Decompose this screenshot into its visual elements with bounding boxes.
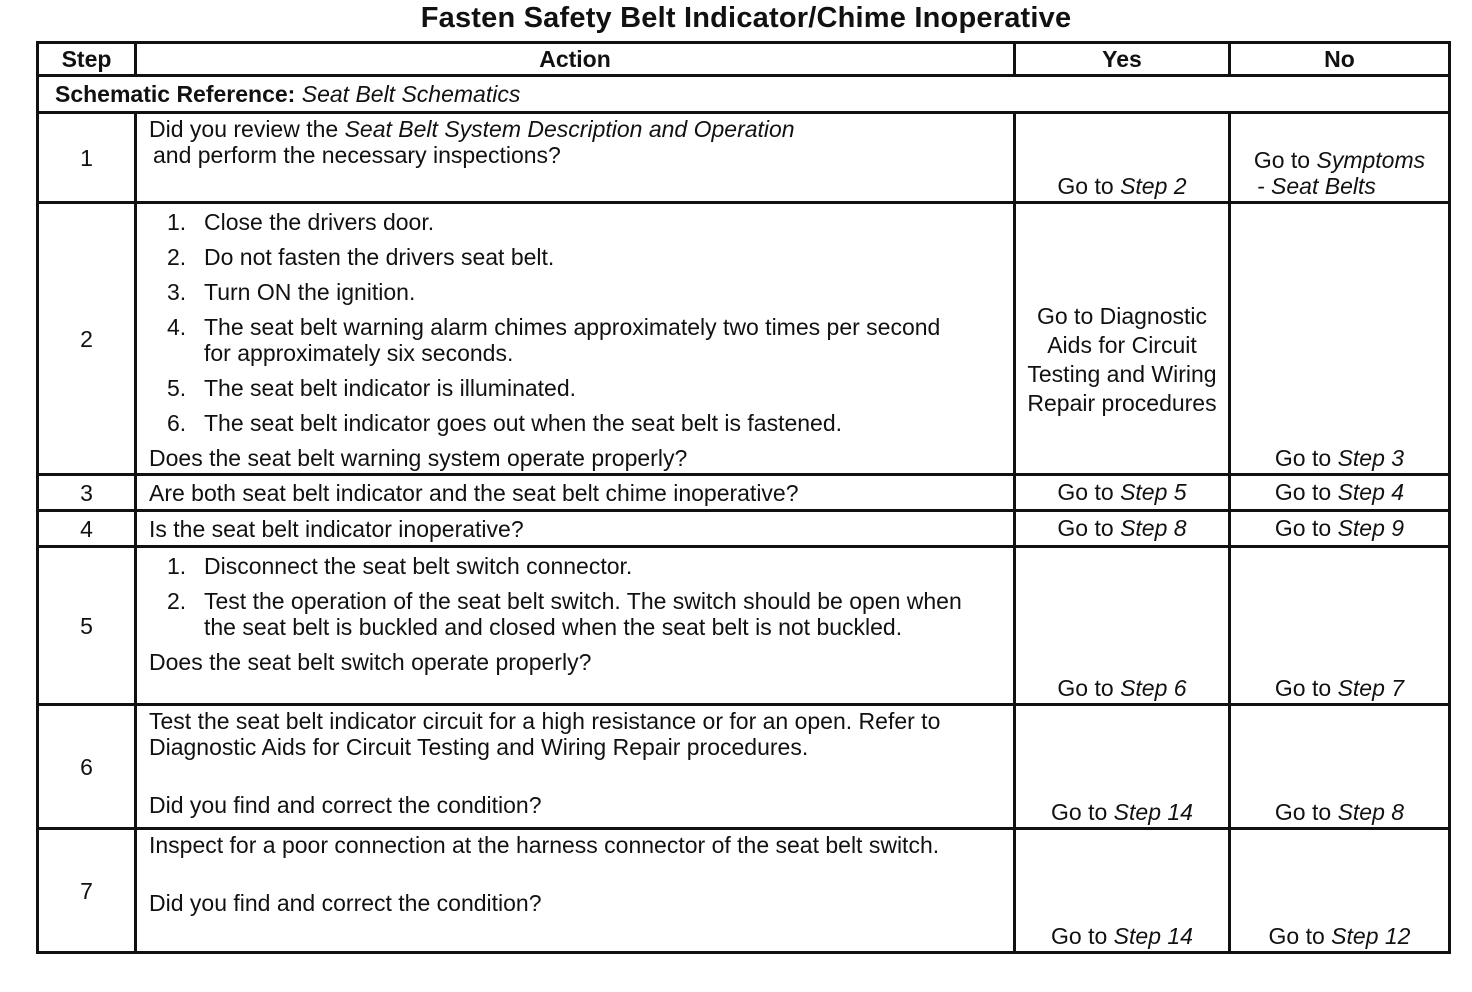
list-item	[149, 588, 1003, 640]
list-text: The seat belt indicator goes out when the seat belt is fastened.	[204, 410, 843, 436]
table-row	[38, 511, 1450, 547]
no-cell	[1230, 475, 1450, 511]
step-number: 2	[38, 203, 136, 475]
no-link[interactable]: Step 8	[1337, 799, 1405, 825]
yes-prefix: Go to	[1051, 799, 1114, 825]
question-text: Did you find and correct the condition?	[149, 792, 542, 818]
no-link[interactable]: Step 7	[1337, 675, 1405, 701]
yes-link[interactable]: Step 2	[1120, 173, 1187, 199]
list-number: 2.	[167, 588, 187, 614]
yes-prefix: Go to	[1057, 514, 1121, 541]
no-link[interactable]: Step 3	[1337, 445, 1405, 471]
header-step: Step	[38, 43, 136, 76]
step-number: 4	[38, 511, 136, 547]
description-link[interactable]: Seat Belt System Description and Operation	[344, 116, 795, 142]
action-text: Test the seat belt indicator circuit for a high resistance or for an open. Refer to Diagnostic Aids for Circuit Testing and Wiring Repair procedures.	[149, 708, 941, 760]
list-item	[149, 553, 1003, 579]
yes-cell	[1015, 475, 1230, 511]
list-number: 6.	[167, 410, 187, 436]
no-link-2[interactable]: - Seat Belts	[1257, 173, 1376, 199]
action-cell	[136, 203, 1015, 475]
list-number: 2.	[167, 244, 187, 270]
schematic-row	[38, 76, 1450, 113]
no-cell	[1230, 203, 1450, 475]
list-item	[149, 279, 1003, 305]
no-link[interactable]: Step 12	[1331, 923, 1411, 949]
no-link[interactable]: Step 4	[1337, 478, 1405, 505]
list-number: 4.	[167, 314, 187, 340]
no-cell	[1230, 113, 1450, 203]
header-yes: Yes	[1015, 43, 1230, 76]
list-item	[149, 209, 1003, 235]
action-cell	[136, 547, 1015, 705]
list-text: Do not fasten the drivers seat belt.	[204, 244, 555, 270]
list-item	[149, 314, 1003, 366]
yes-cell	[1015, 203, 1230, 475]
procedure-list	[149, 209, 1003, 436]
list-item	[149, 410, 1003, 436]
yes-cell	[1015, 113, 1230, 203]
diagnostic-table	[36, 41, 1451, 954]
no-prefix: Go to	[1274, 675, 1338, 701]
yes-cell	[1015, 547, 1230, 705]
action-text-2: and perform the necessary inspections?	[153, 142, 561, 168]
table-header-row	[38, 43, 1450, 76]
no-cell	[1230, 829, 1450, 953]
procedure-list	[149, 553, 1003, 640]
yes-link[interactable]: Step 5	[1120, 478, 1187, 505]
list-text: Disconnect the seat belt switch connector.	[204, 553, 633, 579]
action-cell	[136, 113, 1015, 203]
step-number: 5	[38, 547, 136, 705]
yes-prefix: Go to	[1057, 675, 1121, 701]
no-cell	[1230, 511, 1450, 547]
question-text: Does the seat belt switch operate properly?	[149, 649, 592, 675]
action-cell	[136, 829, 1015, 953]
table-row	[38, 829, 1450, 953]
step-number: 3	[38, 475, 136, 511]
no-link[interactable]: Step 9	[1337, 514, 1405, 541]
yes-cell	[1015, 511, 1230, 547]
list-item	[149, 375, 1003, 401]
no-prefix: Go to	[1274, 478, 1338, 505]
header-action: Action	[136, 43, 1015, 76]
action-text: Inspect for a poor connection at the harness connector of the seat belt switch.	[149, 832, 940, 858]
list-number: 3.	[167, 279, 187, 305]
list-text: Close the drivers door.	[204, 209, 435, 235]
no-prefix: Go to	[1274, 445, 1338, 471]
table-row	[38, 113, 1450, 203]
table-row	[38, 547, 1450, 705]
yes-cell	[1015, 829, 1230, 953]
yes-prefix: Go to	[1051, 923, 1114, 949]
no-cell	[1230, 705, 1450, 829]
no-prefix: Go to	[1268, 923, 1332, 949]
no-prefix: Go to	[1274, 514, 1338, 541]
yes-link[interactable]: Go to Diagnostic Aids for Circuit Testing and Wiring Repair procedures	[1027, 303, 1217, 416]
spacer	[149, 760, 1003, 792]
action-cell	[136, 705, 1015, 829]
list-text: Turn ON the ignition.	[204, 279, 416, 305]
table-row	[38, 203, 1450, 475]
action-text: Is the seat belt indicator inoperative?	[136, 511, 1015, 547]
list-item	[149, 244, 1003, 270]
schematic-reference	[38, 76, 1450, 113]
yes-link[interactable]: Step 14	[1113, 923, 1193, 949]
yes-prefix: Go to	[1057, 173, 1121, 199]
table-row	[38, 705, 1450, 829]
yes-link[interactable]: Step 14	[1113, 799, 1193, 825]
question-text: Does the seat belt warning system operate properly?	[149, 445, 688, 471]
schematic-label: Schematic Reference:	[55, 81, 296, 107]
no-link[interactable]: Symptoms	[1316, 147, 1426, 173]
yes-link[interactable]: Step 6	[1120, 675, 1187, 701]
step-number: 1	[38, 113, 136, 203]
list-number: 1.	[167, 553, 187, 579]
list-number: 1.	[167, 209, 187, 235]
yes-cell	[1015, 705, 1230, 829]
no-cell	[1230, 547, 1450, 705]
step-number: 7	[38, 829, 136, 953]
spacer	[149, 858, 1003, 890]
action-text: Did you review the	[149, 116, 345, 142]
list-number: 5.	[167, 375, 187, 401]
no-prefix: Go to	[1274, 799, 1338, 825]
list-text: The seat belt warning alarm chimes approximately two times per second for approximately six seconds.	[204, 314, 941, 366]
action-text: Are both seat belt indicator and the seat belt chime inoperative?	[136, 475, 1015, 511]
list-text: The seat belt indicator is illuminated.	[204, 375, 577, 401]
step-number: 6	[38, 705, 136, 829]
list-text: Test the operation of the seat belt switch. The switch should be open when the seat belt is buckled and closed when the seat belt is not buckled.	[204, 588, 962, 640]
page-title: Fasten Safety Belt Indicator/Chime Inoperative	[420, 2, 1072, 34]
yes-prefix: Go to	[1057, 478, 1121, 505]
question-text: Did you find and correct the condition?	[149, 890, 542, 916]
no-prefix: Go to	[1253, 147, 1317, 173]
yes-link[interactable]: Step 8	[1120, 514, 1187, 541]
header-no: No	[1230, 43, 1450, 76]
table-row	[38, 475, 1450, 511]
schematic-link[interactable]: Seat Belt Schematics	[301, 81, 521, 107]
